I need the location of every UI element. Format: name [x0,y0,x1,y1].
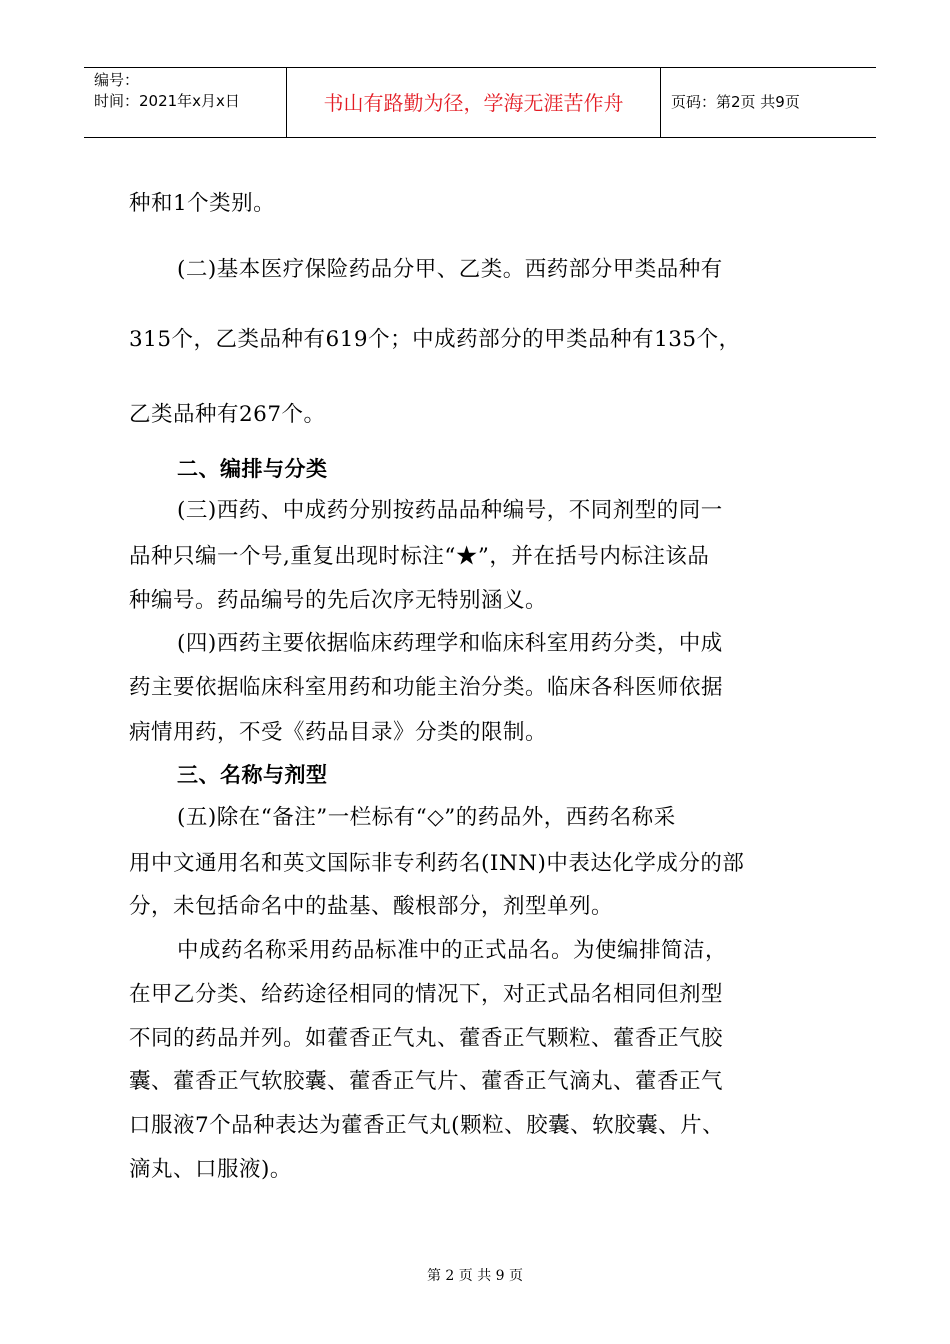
body-line: 种编号。药品编号的先后次序无特别涵义。 [129,588,548,613]
body-line: 中成药名称采用药品标准中的正式品名。为使编排简洁， [177,938,728,963]
body-line: 药主要依据临床科室用药和功能主治分类。临床各科医师依据 [129,675,724,700]
header-page-cell [661,68,876,137]
header-meta-cell [84,68,287,137]
header-page-code: 页码：第2页 共9页 [671,93,800,111]
document-header [84,67,876,138]
body-line: 病情用药，不受《药品目录》分类的限制。 [129,720,548,745]
body-line: 不同的药品并列。如藿香正气丸、藿香正气颗粒、藿香正气胶 [129,1026,724,1051]
body-line: (二)基本医疗保险药品分甲、乙类。西药部分甲类品种有 [177,257,723,282]
body-line: 种和1个类别。 [129,191,276,216]
section-heading: 三、名称与剂型 [177,763,328,787]
document-time-label: 时间：2021年x月x日 [94,92,240,110]
body-line: 乙类品种有267个。 [129,402,326,427]
document-number-label: 编号： [94,71,140,89]
body-line: (五)除在“备注”一栏标有“◇”的药品外，西药名称采 [177,805,676,830]
section-heading: 二、编排与分类 [177,457,328,481]
body-line: 分，未包括命名中的盐基、酸根部分，剂型单列。 [129,894,614,919]
body-line: 在甲乙分类、给药途径相同的情况下，对正式品名相同但剂型 [129,982,724,1007]
body-line: 口服液7个品种表达为藿香正气丸(颗粒、胶囊、软胶囊、片、 [129,1113,725,1138]
body-line: 囊、藿香正气软胶囊、藿香正气片、藿香正气滴丸、藿香正气 [129,1069,724,1094]
header-motto-cell [287,68,661,137]
body-line: (四)西药主要依据临床药理学和临床科室用药分类，中成 [177,631,723,656]
header-motto: 书山有路勤为径，学海无涯苦作舟 [323,91,624,115]
page-footer: 第 2 页 共 9 页 [426,1268,524,1284]
body-line: 315个，乙类品种有619个；中成药部分的甲类品种有135个， [129,327,741,352]
body-line: (三)西药、中成药分别按药品品种编号，不同剂型的同一 [177,498,723,523]
body-line: 用中文通用名和英文国际非专利药名(INN)中表达化学成分的部 [129,851,745,876]
body-line: 滴丸、口服液)。 [129,1157,292,1182]
body-line: 品种只编一个号,重复出现时标注“★”，并在括号内标注该品 [129,544,710,569]
